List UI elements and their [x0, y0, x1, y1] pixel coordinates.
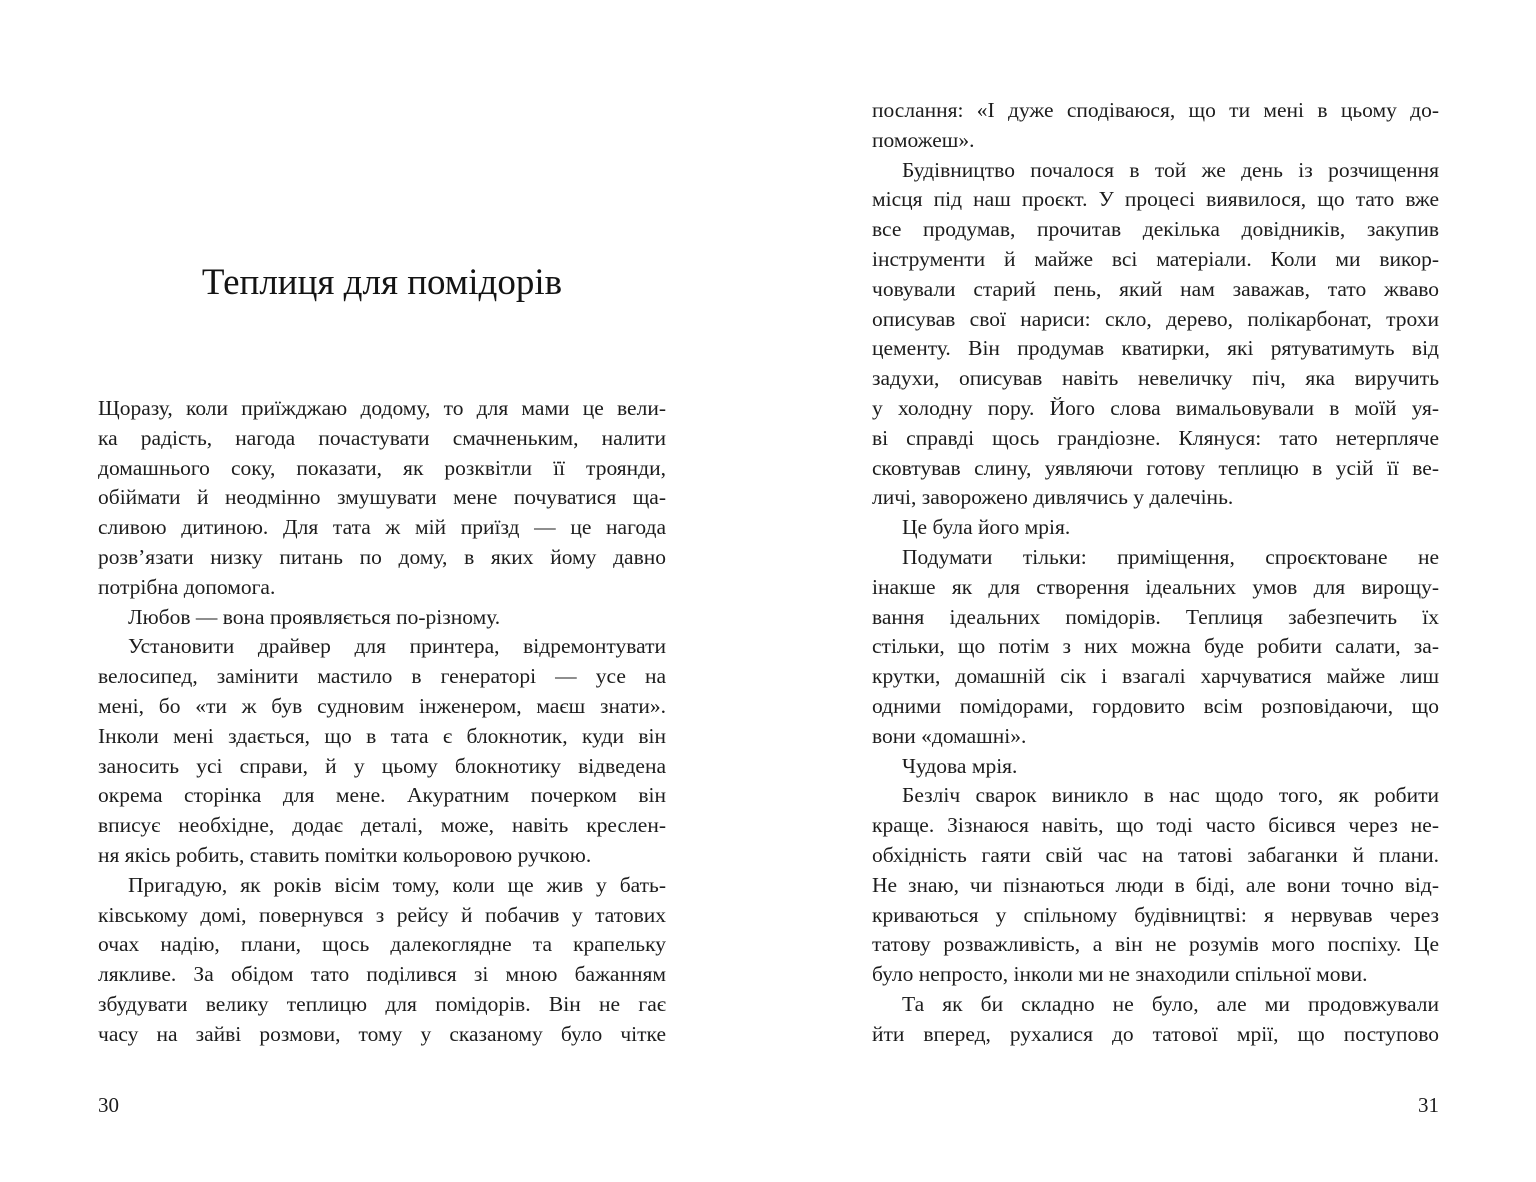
text-line: інакше як для створення ідеальних умов для вирощу-: [872, 574, 1439, 599]
right-page-text: [872, 96, 1439, 1050]
text-line: сливою дитиною. Для тата ж мій приїзд — це нагода: [98, 515, 666, 540]
text-line: вони «домашні».: [872, 723, 1027, 748]
text-line: обхідність гаяти свій час на татові забаганки й плани.: [872, 842, 1439, 867]
text-line: було непросто, інколи ми не знаходили спільної мови.: [872, 962, 1368, 987]
text-line: Любов — вона проявляється по-різному.: [128, 604, 501, 629]
text-line: йти вперед, рухалися до татової мрії, що поступово: [872, 1021, 1439, 1046]
text-line: окрема сторінка для мене. Акуратним почерком він: [98, 783, 666, 808]
text-line: часу на зайві розмови, тому у сказаному було чітке: [98, 1021, 666, 1046]
text-line: Не знаю, чи пізнаються люди в біді, але вони точно від-: [872, 872, 1439, 897]
text-line: у холодну пору. Його слова вимальовували в моїй уя-: [872, 395, 1439, 420]
text-line: краще. Зізнаюся навіть, що тоді часто бісився через не-: [872, 813, 1439, 838]
text-line: Це була його мрія.: [902, 515, 1071, 540]
text-line: описував свої нариси: скло, дерево, полікарбонат, трохи: [872, 306, 1439, 331]
text-line: послання: «І дуже сподіваюся, що ти мені в цьому до-: [872, 98, 1439, 122]
text-line: Пригадую, як років вісім тому, коли ще жив у бать-: [128, 872, 666, 897]
text-line: очах надію, плани, щось далекоглядне та крапельку: [98, 932, 666, 957]
text-line: вписує необхідне, додає деталі, може, навіть креслен-: [98, 813, 666, 838]
text-line: сковтував слину, уявляючи готову теплицю в усій її ве-: [872, 455, 1439, 480]
text-line: Щоразу, коли приїжджаю додому, то для мами це вели-: [98, 396, 666, 420]
text-line: стільки, що потім з них можна буде робити салати, за-: [872, 634, 1439, 659]
text-line: ві справді щось грандіозне. Клянуся: тато нетерпляче: [872, 425, 1439, 450]
text-line: обіймати й неодмінно змушувати мене почуватися ща-: [98, 485, 666, 510]
text-line: інструменти й майже всі матеріали. Коли ми викор-: [872, 246, 1439, 271]
text-line: Безліч сварок виникло в нас щодо того, як робити: [902, 783, 1439, 808]
left-page-text: [98, 394, 666, 1050]
text-line: все продумав, прочитав декілька довідників, закупив: [872, 217, 1439, 242]
text-line: Чудова мрія.: [902, 753, 1018, 778]
text-line: човували старий пень, який нам заважав, тато жваво: [872, 276, 1439, 301]
text-line: ківському домі, повернувся з рейсу й побачив у татових: [98, 902, 666, 927]
text-line: домашнього соку, показати, як розквітли її троянди,: [98, 455, 666, 480]
text-line: вання ідеальних помідорів. Теплиця забезпечить їх: [872, 604, 1439, 629]
text-line: Та як би складно не було, але ми продовжували: [902, 991, 1439, 1016]
page-number-left: 30: [98, 1093, 119, 1117]
text-line: потрібна допомога.: [98, 574, 276, 599]
text-line: ня якісь робить, ставить помітки кольоровою ручкою.: [98, 842, 592, 867]
text-line: Будівництво почалося в той же день із розчищення: [902, 157, 1439, 182]
text-line: збудувати велику теплицю для помідорів. Він не гає: [98, 991, 666, 1016]
page-number-right: 31: [1418, 1093, 1439, 1117]
text-line: Інколи мені здається, що в тата є блокнотик, куди він: [98, 723, 666, 748]
text-line: лякливе. За обідом тато поділився зі мною бажанням: [98, 962, 666, 987]
text-line: крутки, домашній сік і взагалі харчуватися майже лиш: [872, 664, 1439, 689]
text-line: мені, бо «ти ж був судновим інженером, маєш знати».: [98, 693, 666, 718]
text-line: криваються у спільному будівництві: я нервував через: [872, 902, 1439, 927]
text-line: задухи, описував навіть невеличку піч, яка виручить: [872, 366, 1439, 391]
text-line: розв’язати низку питань по дому, в яких йому давно: [98, 544, 666, 569]
chapter-title: Теплиця для помідорів: [201, 262, 563, 303]
text-line: личі, заворожено дивлячись у далечінь.: [872, 485, 1234, 510]
text-line: цементу. Він продумав кватирки, які рятуватимуть від: [872, 336, 1439, 361]
text-line: місця під наш проєкт. У процесі виявилося, що тато вже: [872, 187, 1439, 212]
text-line: поможеш».: [872, 127, 975, 152]
text-line: ка радість, нагода почастувати смачненьким, налити: [98, 425, 666, 450]
text-line: татову розважливість, а він не розумів мого поспіху. Це: [872, 932, 1439, 957]
text-line: велосипед, замінити мастило в генераторі — усе на: [98, 664, 666, 689]
text-line: одними помідорами, гордовито всім розповідаючи, що: [872, 693, 1439, 718]
text-line: Установити драйвер для принтера, відремонтувати: [128, 634, 666, 659]
text-line: Подумати тільки: приміщення, спроєктоване не: [902, 544, 1439, 569]
text-line: заносить усі справи, й у цьому блокнотику відведена: [98, 753, 666, 778]
